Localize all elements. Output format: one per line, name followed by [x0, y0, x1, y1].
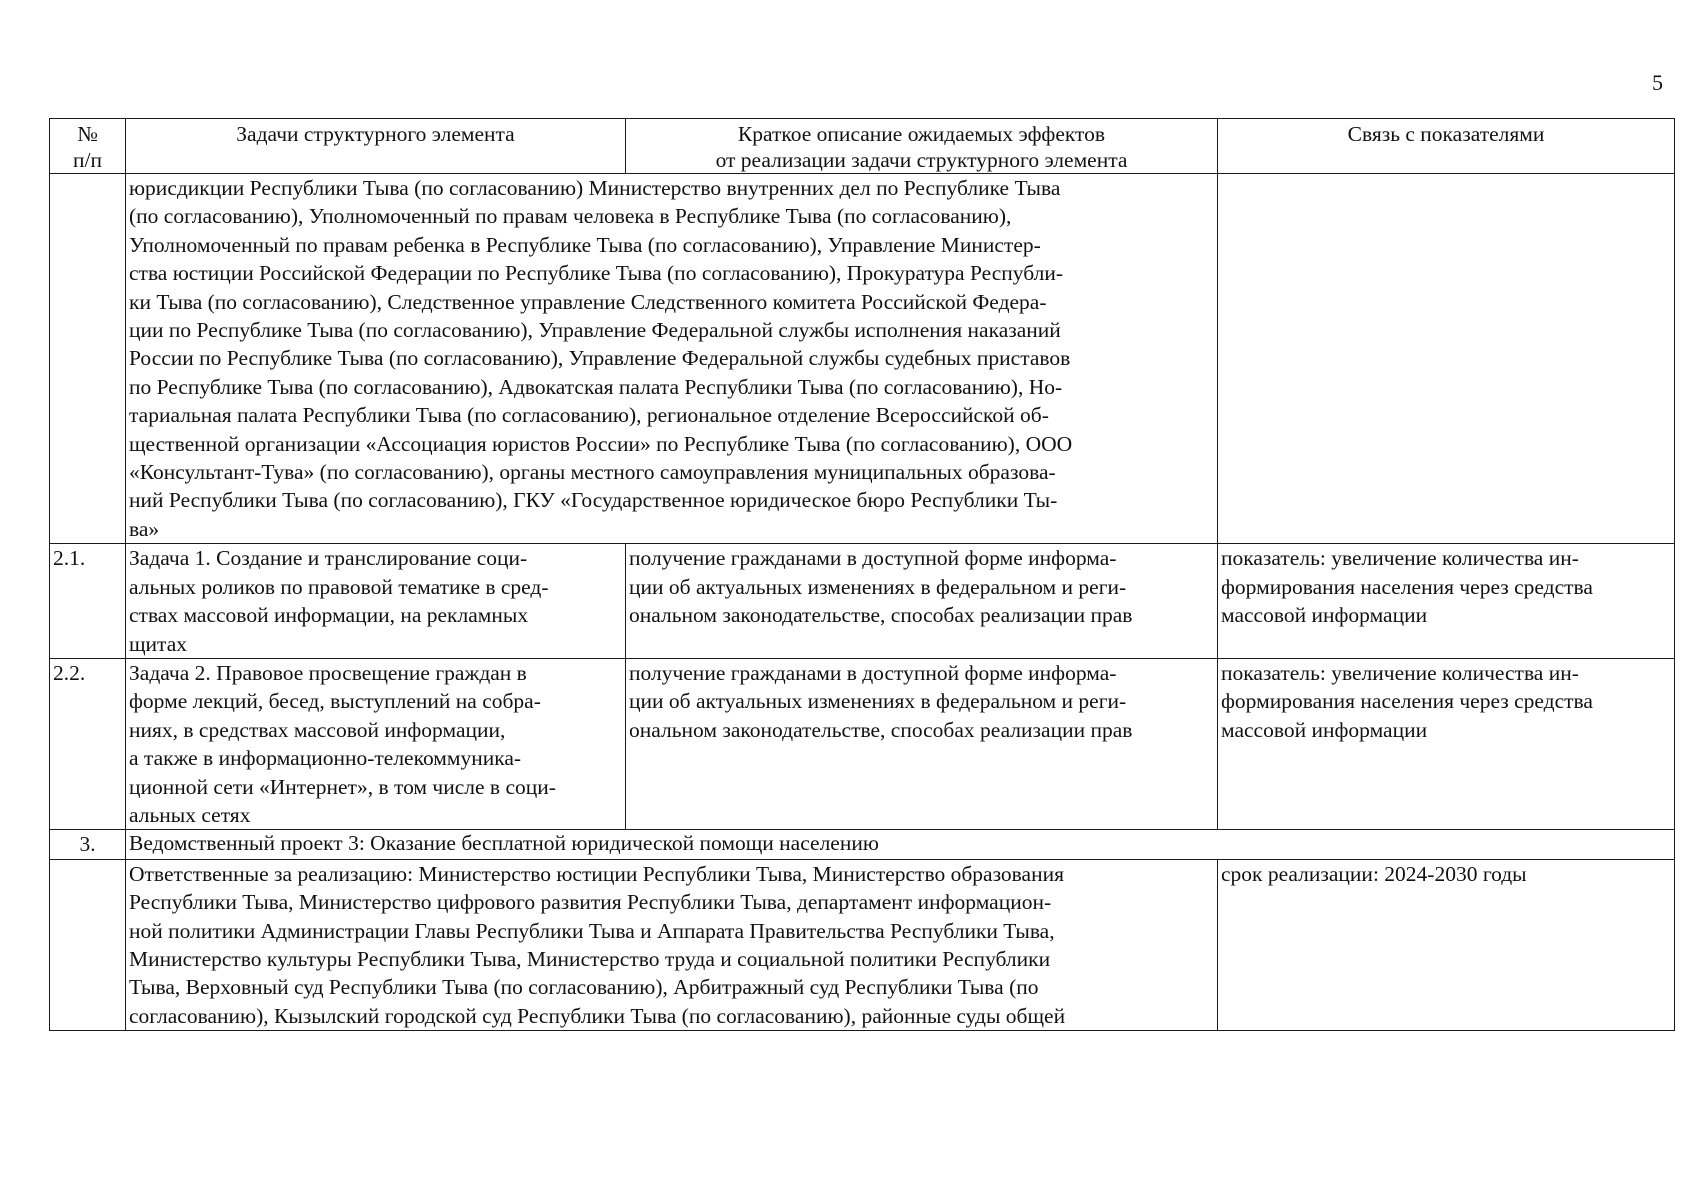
text-line: тариальная палата Республики Тыва (по согласованию), региональное отделение Всероссийской об-: [129, 403, 1049, 428]
table-row-3-section: [50, 830, 1675, 859]
text-line: показатель: увеличение количества ин-: [1221, 660, 1579, 685]
structural-element-table: [49, 118, 1675, 1031]
text-line: ниях, в средствах массовой информации,: [129, 717, 506, 742]
text-line: юрисдикции Республики Тыва (по согласованию) Министерство внутренних дел по Республике Тыва: [129, 176, 1061, 200]
text-line: массовой информации: [1221, 717, 1428, 742]
text-line: ции об актуальных изменениях в федеральном и реги-: [629, 574, 1127, 599]
text-line: Задача 1. Создание и транслирование соци-: [129, 546, 528, 571]
text-line: ки Тыва (по согласованию), Следственное управление Следственного комитета Российской Федера-: [129, 289, 1047, 314]
cell-link: [1218, 658, 1675, 829]
cell-effect: [626, 658, 1218, 829]
text-line: ции об актуальных изменениях в федеральном и реги-: [629, 689, 1127, 714]
cell-link-empty: [1218, 174, 1675, 544]
section-title: Ведомственный проект 3: Оказание бесплатной юридической помощи населению: [126, 830, 1675, 859]
text-line: по Республике Тыва (по согласованию), Адвокатская палата Республики Тыва (по согласованию), Но-: [129, 374, 1063, 399]
text-line: ональном законодательстве, способах реализации прав: [629, 603, 1133, 628]
text-line: получение гражданами в доступной форме информа-: [629, 660, 1117, 685]
cell-num-empty: [50, 859, 126, 1030]
header-effects-line2: от реализации задачи структурного элемента: [715, 148, 1128, 172]
cell-effect: [626, 544, 1218, 659]
text-line: ствах массовой информации, на рекламных: [129, 603, 529, 628]
text-line: России по Республике Тыва (по согласованию), Управление Федеральной службы судебных приставов: [129, 346, 1071, 371]
text-line: Уполномоченный по правам ребенка в Республике Тыва (по согласованию), Управление Министер-: [129, 232, 1041, 257]
text-line: показатель: увеличение количества ин-: [1221, 546, 1579, 571]
header-tasks: Задачи структурного элемента: [126, 119, 626, 174]
text-line: ний Республики Тыва (по согласованию), ГКУ «Государственное юридическое бюро Республики Ты-: [129, 488, 1058, 513]
text-line: альных роликов по правовой тематике в сред-: [129, 574, 549, 599]
table-row-2-1: [50, 544, 1675, 659]
cell-link: [1218, 544, 1675, 659]
text-line: а также в информационно-телекоммуника-: [129, 746, 522, 771]
text-line: «Консультант-Тува» (по согласованию), органы местного самоуправления муниципальных образова-: [129, 460, 1056, 485]
text-line: ции по Республике Тыва (по согласованию), Управление Федеральной службы исполнения наказаний: [129, 318, 1061, 343]
cell-num-empty: [50, 174, 126, 544]
text-line: альных сетях: [129, 802, 251, 827]
header-effects: [626, 119, 1218, 174]
text-line: ной политики Администрации Главы Республики Тыва и Аппарата Правительства Республики Тыва,: [129, 918, 1055, 943]
page-number: 5: [1652, 70, 1663, 95]
cell-continuation-text: [126, 174, 1218, 544]
text-line: формирования населения через средства: [1221, 689, 1593, 714]
cell-num: 2.1.: [50, 544, 126, 659]
text-line: ональном законодательстве, способах реализации прав: [629, 717, 1133, 742]
header-num: [50, 119, 126, 174]
text-line: (по согласованию), Уполномоченный по правам человека в Республике Тыва (по согласованию),: [129, 204, 1012, 229]
cell-responsible-text: [126, 859, 1218, 1030]
text-line: щитах: [129, 631, 188, 656]
table-header-row: [50, 119, 1675, 174]
header-num-line1: №: [77, 122, 98, 146]
cell-task: [126, 544, 626, 659]
header-effects-line1: Краткое описание ожидаемых эффектов: [737, 122, 1106, 146]
text-line: массовой информации: [1221, 603, 1428, 628]
text-line: согласованию), Кызылский городской суд Республики Тыва (по согласованию), районные суды общей: [129, 1003, 1066, 1028]
header-link: Связь с показателями: [1218, 119, 1675, 174]
text-line: форме лекций, бесед, выступлений на собра-: [129, 689, 541, 714]
text-line: Задача 2. Правовое просвещение граждан в: [129, 660, 527, 685]
cell-num: 3.: [50, 830, 126, 859]
text-line: ства юстиции Российской Федерации по Республике Тыва (по согласованию), Прокуратура Республи-: [129, 261, 1064, 286]
text-line: Министерство культуры Республики Тыва, Министерство труда и социальной политики Республики: [129, 946, 1051, 971]
table-row-2-2: [50, 658, 1675, 829]
text-line: Ответственные за реализацию: Министерство юстиции Республики Тыва, Министерство образования: [129, 861, 1064, 886]
cell-num: 2.2.: [50, 658, 126, 829]
text-line: получение гражданами в доступной форме информа-: [629, 546, 1117, 571]
text-line: Тыва, Верховный суд Республики Тыва (по согласованию), Арбитражный суд Республики Тыва (по: [129, 975, 1039, 1000]
text-line: щественной организации «Ассоциация юристов России» по Республике Тыва (по согласованию), ООО: [129, 431, 1073, 456]
header-num-line2: п/п: [73, 148, 102, 172]
table-row-3-responsible: [50, 859, 1675, 1030]
text-line: Республики Тыва, Министерство цифрового развития Республики Тыва, департамент информацион-: [129, 890, 1052, 915]
text-line: формирования населения через средства: [1221, 574, 1593, 599]
text-line: ва»: [129, 516, 160, 541]
text-line: ционной сети «Интернет», в том числе в соци-: [129, 774, 556, 799]
cell-term: срок реализации: 2024-2030 годы: [1218, 859, 1675, 1030]
table-row-continuation: [50, 174, 1675, 544]
cell-task: [126, 658, 626, 829]
